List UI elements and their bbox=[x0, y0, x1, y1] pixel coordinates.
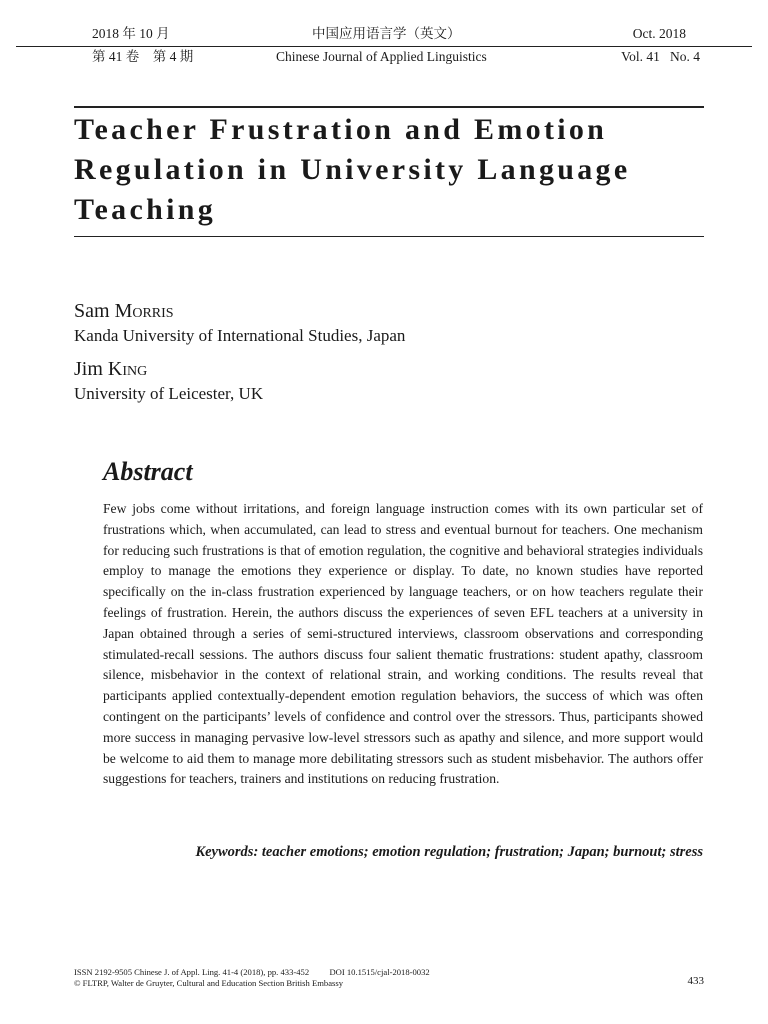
header-date-cn: 2018 年 10 月 bbox=[92, 26, 170, 41]
title-line-1: Teacher Frustration and Emotion bbox=[74, 113, 608, 146]
page-number: 433 bbox=[687, 975, 704, 987]
footer-doi: DOI 10.1515/cjal-2018-0032 bbox=[329, 967, 430, 977]
author-1-name bbox=[74, 299, 174, 323]
author-2-name bbox=[74, 357, 147, 381]
author-2-family: King bbox=[107, 358, 148, 380]
header-volume-cn: 第 41 卷 第 4 期 bbox=[92, 49, 194, 64]
title-rule-top bbox=[74, 106, 704, 108]
author-2-affiliation: University of Leicester, UK bbox=[74, 384, 264, 403]
author-1-given: Sam bbox=[74, 300, 110, 322]
title-line-2: Regulation in University Language bbox=[74, 153, 631, 186]
title-rule-bottom bbox=[74, 236, 704, 237]
header-rule bbox=[16, 46, 752, 47]
footer-citation bbox=[74, 967, 430, 978]
keywords: Keywords: teacher emotions; emotion regulation; frustration; Japan; burnout; stress bbox=[195, 844, 703, 860]
footer-issn: ISSN 2192-9505 Chinese J. of Appl. Ling. 41-4 (2018), pp. 433-452 bbox=[74, 967, 310, 977]
header-journal-en: Chinese Journal of Applied Linguistics bbox=[276, 49, 487, 64]
author-1-family: Morris bbox=[114, 300, 174, 322]
author-1-affiliation: Kanda University of International Studies, Japan bbox=[74, 326, 406, 345]
abstract-text: Few jobs come without irritations, and foreign language instruction comes with its own particular set of frustrations which, when accumulated, can lead to stress and eventual burnout for teachers. One mechanism for reducing such frustrations is that of emotion regulation, the cognitive and behavioral strategies individuals employ to manage the emotions they experience or display. To date, no known studies have reported specifically on the in-class frustration experienced by language teachers, or on how teachers regulate their feelings of frustration. Herein, the authors discuss the experiences of seven EFL teachers at a university in Japan obtained through a series of semi-structured interviews, classroom observations and corresponding stimulated-recall sessions. The authors discuss four salient thematic frustrations: student apathy, classroom silence, misbehavior in the context of relational strain, and working conditions. The results reveal that participants applied contextually-dependent emotion regulation behaviors, the success of which was often contingent on the participants’ levels of confidence and control over the stressors. Thus, participants showed more success in managing pervasive low-level stressors such as apathy and silence, and more support would be welcome to aid them to manage more debilitating stressors such as student misbehavior. The authors offer suggestions for teachers, trainers and institutions on reducing frustration. bbox=[103, 501, 703, 787]
footer-copyright: © FLTRP, Walter de Gruyter, Cultural and Education Section British Embassy bbox=[74, 978, 344, 988]
header-volume-en: Vol. 41 No. 4 bbox=[621, 49, 700, 64]
abstract-heading: Abstract bbox=[103, 457, 193, 486]
author-2-given: Jim bbox=[74, 358, 103, 380]
header-date-en: Oct. 2018 bbox=[632, 26, 686, 41]
article-title bbox=[74, 110, 714, 230]
title-line-3: Teaching bbox=[74, 193, 216, 226]
header-journal-cn: 中国应用语言学（英文） bbox=[312, 26, 461, 41]
